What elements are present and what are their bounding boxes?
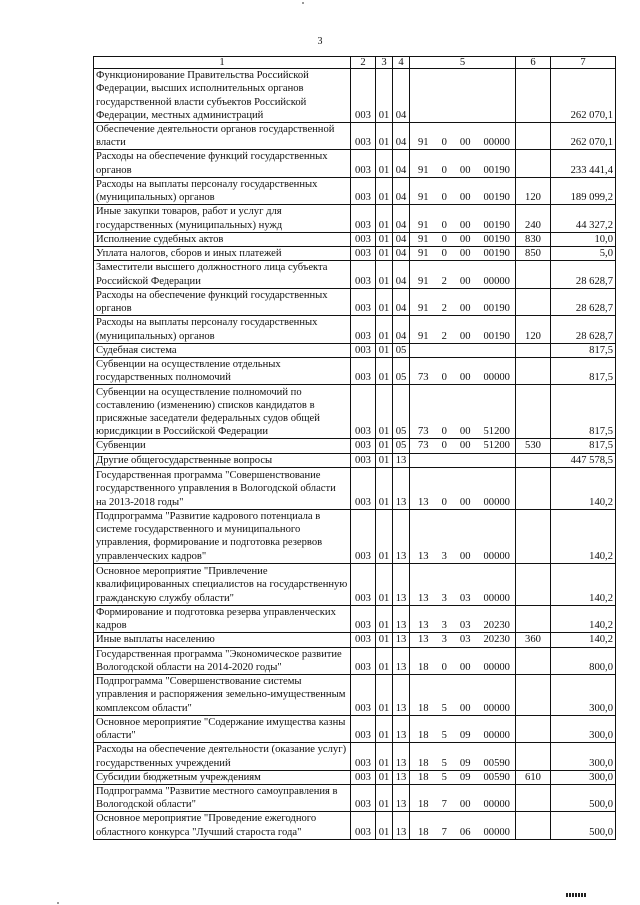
grbs-code-cell: 003 <box>351 605 376 632</box>
grbs-code-cell: 003 <box>351 467 376 509</box>
scan-dot <box>57 902 59 904</box>
table-row <box>94 357 616 384</box>
table-row <box>94 288 616 315</box>
section-code-cell: 01 <box>376 177 393 204</box>
amount-cell: 10,0 <box>551 232 616 246</box>
table-row <box>94 177 616 204</box>
item-name-cell: Формирование и подготовка резерва управленческих кадров <box>94 605 351 632</box>
item-name-cell: Расходы на обеспечение деятельности (оказание услуг) государственных учреждений <box>94 743 351 770</box>
expense-type-cell: 120 <box>516 316 551 343</box>
section-code-cell: 01 <box>376 743 393 770</box>
expense-type-cell <box>516 715 551 742</box>
subsection-code-cell: 13 <box>393 509 410 563</box>
item-name-cell: Государственная программа "Совершенствование государственного управления в Вологодской области на 2013-2018 годы" <box>94 467 351 509</box>
grbs-code-cell: 003 <box>351 784 376 811</box>
grbs-code-cell: 003 <box>351 770 376 784</box>
target-article-cell <box>410 288 516 315</box>
target-article-cell <box>410 633 516 647</box>
item-name-cell: Иные закупки товаров, работ и услуг для государственных (муниципальных) нужд <box>94 205 351 232</box>
target-article-cell <box>410 770 516 784</box>
expense-type-cell <box>516 288 551 315</box>
section-code-cell: 01 <box>376 123 393 150</box>
subsection-code-cell: 13 <box>393 633 410 647</box>
expense-type-cell <box>516 509 551 563</box>
subsection-code-cell: 04 <box>393 261 410 288</box>
expense-type-cell: 240 <box>516 205 551 232</box>
table-row <box>94 232 616 246</box>
item-name-cell: Государственная программа "Экономическое развитие Вологодской области на 2014-2020 годы" <box>94 647 351 674</box>
grbs-code-cell: 003 <box>351 232 376 246</box>
grbs-code-cell: 003 <box>351 261 376 288</box>
target-article-code: 18 5 09 00590 <box>418 757 510 769</box>
subsection-code-cell: 05 <box>393 343 410 357</box>
table-row <box>94 439 616 453</box>
subsection-code-cell: 13 <box>393 647 410 674</box>
expense-type-cell <box>516 453 551 467</box>
item-name-cell: Исполнение судебных актов <box>94 232 351 246</box>
section-code-cell: 01 <box>376 247 393 261</box>
scan-dot <box>302 2 304 4</box>
amount-cell: 500,0 <box>551 812 616 839</box>
amount-cell: 300,0 <box>551 675 616 716</box>
section-code-cell: 01 <box>376 232 393 246</box>
subsection-code-cell: 13 <box>393 563 410 605</box>
header-cell: 6 <box>516 57 551 69</box>
item-name-cell: Основное мероприятие "Проведение ежегодного областного конкурса "Лучший староста года" <box>94 812 351 839</box>
table-row <box>94 205 616 232</box>
table-row <box>94 715 616 742</box>
section-code-cell: 01 <box>376 261 393 288</box>
subsection-code-cell: 04 <box>393 288 410 315</box>
table-row <box>94 123 616 150</box>
target-article-code: 91 2 00 00190 <box>418 303 510 315</box>
subsection-code-cell: 04 <box>393 316 410 343</box>
section-code-cell: 01 <box>376 453 393 467</box>
target-article-cell <box>410 453 516 467</box>
table-row <box>94 453 616 467</box>
subsection-code-cell: 13 <box>393 812 410 839</box>
subsection-code-cell: 04 <box>393 177 410 204</box>
subsection-code-cell: 13 <box>393 743 410 770</box>
section-code-cell: 01 <box>376 633 393 647</box>
item-name-cell: Основное мероприятие "Содержание имущества казны области" <box>94 715 351 742</box>
section-code-cell: 01 <box>376 784 393 811</box>
subsection-code-cell: 13 <box>393 467 410 509</box>
amount-cell: 817,5 <box>551 357 616 384</box>
expense-type-cell: 830 <box>516 232 551 246</box>
subsection-code-cell: 13 <box>393 675 410 716</box>
item-name-cell: Обеспечение деятельности органов государственной власти <box>94 123 351 150</box>
table-row <box>94 343 616 357</box>
amount-cell: 28 628,7 <box>551 316 616 343</box>
target-article-cell <box>410 232 516 246</box>
target-article-code: 18 5 09 00590 <box>418 771 510 783</box>
target-article-cell <box>410 743 516 770</box>
grbs-code-cell: 003 <box>351 675 376 716</box>
grbs-code-cell: 003 <box>351 509 376 563</box>
section-code-cell: 01 <box>376 563 393 605</box>
table-row <box>94 69 616 123</box>
expense-type-cell <box>516 563 551 605</box>
section-code-cell: 01 <box>376 316 393 343</box>
target-article-code: 18 7 00 00000 <box>418 799 510 811</box>
expense-type-cell <box>516 123 551 150</box>
amount-cell: 447 578,5 <box>551 453 616 467</box>
section-code-cell: 01 <box>376 715 393 742</box>
item-name-cell: Субвенции на осуществление отдельных государственных полномочий <box>94 357 351 384</box>
target-article-code: 13 3 03 20230 <box>418 634 510 646</box>
amount-cell: 140,2 <box>551 467 616 509</box>
grbs-code-cell: 003 <box>351 123 376 150</box>
amount-cell: 140,2 <box>551 509 616 563</box>
target-article-code: 91 0 00 00190 <box>418 248 510 260</box>
amount-cell: 817,5 <box>551 439 616 453</box>
grbs-code-cell: 003 <box>351 563 376 605</box>
grbs-code-cell: 003 <box>351 715 376 742</box>
expense-type-cell <box>516 467 551 509</box>
target-article-cell <box>410 69 516 123</box>
item-name-cell: Расходы на обеспечение функций государственных органов <box>94 150 351 177</box>
target-article-code: 18 0 00 00000 <box>418 661 510 673</box>
item-name-cell: Судебная система <box>94 343 351 357</box>
expense-type-cell <box>516 784 551 811</box>
header-cell: 7 <box>551 57 616 69</box>
subsection-code-cell: 13 <box>393 770 410 784</box>
subsection-code-cell: 04 <box>393 123 410 150</box>
item-name-cell: Иные выплаты населению <box>94 633 351 647</box>
section-code-cell: 01 <box>376 343 393 357</box>
target-article-cell <box>410 812 516 839</box>
amount-cell: 817,5 <box>551 343 616 357</box>
section-code-cell: 01 <box>376 288 393 315</box>
table-row <box>94 770 616 784</box>
amount-cell: 233 441,4 <box>551 150 616 177</box>
section-code-cell: 01 <box>376 647 393 674</box>
amount-cell: 300,0 <box>551 715 616 742</box>
amount-cell: 140,2 <box>551 563 616 605</box>
amount-cell: 28 628,7 <box>551 288 616 315</box>
item-name-cell: Расходы на обеспечение функций государственных органов <box>94 288 351 315</box>
header-cell: 5 <box>410 57 516 69</box>
target-article-code: 18 5 09 00000 <box>418 730 510 742</box>
table-row <box>94 261 616 288</box>
subsection-code-cell: 13 <box>393 784 410 811</box>
grbs-code-cell: 003 <box>351 177 376 204</box>
subsection-code-cell: 04 <box>393 69 410 123</box>
item-name-cell: Субвенции на осуществление полномочий по составлению (изменению) списков кандидатов в присяжные заседатели федеральных судов общей юрисдикции в Российской Федерации <box>94 385 351 439</box>
target-article-cell <box>410 205 516 232</box>
expense-type-cell: 530 <box>516 439 551 453</box>
target-article-code: 73 0 00 00000 <box>418 372 510 384</box>
section-code-cell: 01 <box>376 675 393 716</box>
section-code-cell: 01 <box>376 509 393 563</box>
table-row <box>94 675 616 716</box>
target-article-code: 13 0 00 00000 <box>418 496 510 508</box>
section-code-cell: 01 <box>376 357 393 384</box>
item-name-cell: Функционирование Правительства Российской Федерации, высших исполнительных органов государственной власти субъектов Российской Федерации, местных администраций <box>94 69 351 123</box>
amount-cell: 817,5 <box>551 385 616 439</box>
grbs-code-cell: 003 <box>351 647 376 674</box>
target-article-cell <box>410 467 516 509</box>
page-number: 3 <box>317 36 323 47</box>
subsection-code-cell: 05 <box>393 357 410 384</box>
expense-type-cell <box>516 357 551 384</box>
grbs-code-cell: 003 <box>351 69 376 123</box>
item-name-cell: Заместители высшего должностного лица субъекта Российской Федерации <box>94 261 351 288</box>
target-article-cell <box>410 605 516 632</box>
budget-table <box>93 56 616 840</box>
amount-cell: 140,2 <box>551 605 616 632</box>
amount-cell: 500,0 <box>551 784 616 811</box>
expense-type-cell: 850 <box>516 247 551 261</box>
amount-cell: 28 628,7 <box>551 261 616 288</box>
table-row <box>94 150 616 177</box>
target-article-cell <box>410 343 516 357</box>
target-article-code: 91 0 00 00000 <box>418 137 510 149</box>
subsection-code-cell: 05 <box>393 439 410 453</box>
grbs-code-cell: 003 <box>351 205 376 232</box>
item-name-cell: Подпрограмма "Развитие местного самоуправления в Вологодской области" <box>94 784 351 811</box>
expense-type-cell <box>516 605 551 632</box>
expense-type-cell <box>516 675 551 716</box>
table-row <box>94 467 616 509</box>
table-row <box>94 812 616 839</box>
target-article-cell <box>410 563 516 605</box>
barcode-mark <box>566 893 586 897</box>
amount-cell: 189 099,2 <box>551 177 616 204</box>
table-row <box>94 316 616 343</box>
grbs-code-cell: 003 <box>351 357 376 384</box>
table-row <box>94 385 616 439</box>
expense-type-cell <box>516 69 551 123</box>
target-article-cell <box>410 647 516 674</box>
target-article-cell <box>410 357 516 384</box>
subsection-code-cell: 04 <box>393 205 410 232</box>
target-article-code: 91 0 00 00190 <box>418 219 510 231</box>
item-name-cell: Другие общегосударственные вопросы <box>94 453 351 467</box>
target-article-cell <box>410 150 516 177</box>
subsection-code-cell: 05 <box>393 385 410 439</box>
section-code-cell: 01 <box>376 385 393 439</box>
grbs-code-cell: 003 <box>351 743 376 770</box>
item-name-cell: Подпрограмма "Совершенствование системы управления и распоряжения земельно-имущественным комплексом области" <box>94 675 351 716</box>
target-article-code: 73 0 00 51200 <box>418 440 510 452</box>
grbs-code-cell: 003 <box>351 343 376 357</box>
expense-type-cell <box>516 812 551 839</box>
table-row <box>94 633 616 647</box>
target-article-code: 13 3 00 00000 <box>418 550 510 562</box>
item-name-cell: Расходы на выплаты персоналу государственных (муниципальных) органов <box>94 177 351 204</box>
amount-cell: 44 327,2 <box>551 205 616 232</box>
target-article-cell <box>410 675 516 716</box>
section-code-cell: 01 <box>376 150 393 177</box>
expense-type-cell: 360 <box>516 633 551 647</box>
amount-cell: 800,0 <box>551 647 616 674</box>
table-row <box>94 247 616 261</box>
target-article-cell <box>410 177 516 204</box>
grbs-code-cell: 003 <box>351 316 376 343</box>
expense-type-cell <box>516 343 551 357</box>
grbs-code-cell: 003 <box>351 247 376 261</box>
subsection-code-cell: 04 <box>393 247 410 261</box>
table-row <box>94 605 616 632</box>
section-code-cell: 01 <box>376 812 393 839</box>
grbs-code-cell: 003 <box>351 812 376 839</box>
table-row <box>94 563 616 605</box>
item-name-cell: Субвенции <box>94 439 351 453</box>
expense-type-cell <box>516 385 551 439</box>
target-article-code: 91 2 00 00190 <box>418 330 510 342</box>
item-name-cell: Уплата налогов, сборов и иных платежей <box>94 247 351 261</box>
target-article-cell <box>410 261 516 288</box>
grbs-code-cell: 003 <box>351 633 376 647</box>
header-row <box>94 57 616 69</box>
target-article-code: 91 0 00 00190 <box>418 192 510 204</box>
subsection-code-cell: 13 <box>393 605 410 632</box>
target-article-code: 91 0 00 00190 <box>418 233 510 245</box>
target-article-code: 73 0 00 51200 <box>418 426 510 438</box>
expense-type-cell <box>516 647 551 674</box>
section-code-cell: 01 <box>376 770 393 784</box>
target-article-code: 13 3 03 00000 <box>418 592 510 604</box>
subsection-code-cell: 04 <box>393 150 410 177</box>
grbs-code-cell: 003 <box>351 453 376 467</box>
header-cell: 2 <box>351 57 376 69</box>
header-cell: 3 <box>376 57 393 69</box>
item-name-cell: Расходы на выплаты персоналу государственных (муниципальных) органов <box>94 316 351 343</box>
target-article-cell <box>410 385 516 439</box>
target-article-cell <box>410 715 516 742</box>
target-article-code: 18 7 06 00000 <box>418 826 510 838</box>
target-article-cell <box>410 247 516 261</box>
target-article-code: 91 0 00 00190 <box>418 164 510 176</box>
target-article-cell <box>410 439 516 453</box>
grbs-code-cell: 003 <box>351 288 376 315</box>
item-name-cell: Субсидии бюджетным учреждениям <box>94 770 351 784</box>
table-row <box>94 743 616 770</box>
expense-type-cell <box>516 150 551 177</box>
section-code-cell: 01 <box>376 69 393 123</box>
subsection-code-cell: 13 <box>393 715 410 742</box>
amount-cell: 262 070,1 <box>551 69 616 123</box>
target-article-cell <box>410 784 516 811</box>
grbs-code-cell: 003 <box>351 150 376 177</box>
target-article-code: 18 5 00 00000 <box>418 702 510 714</box>
amount-cell: 140,2 <box>551 633 616 647</box>
header-cell: 1 <box>94 57 351 69</box>
expense-type-cell <box>516 743 551 770</box>
table-row <box>94 784 616 811</box>
amount-cell: 300,0 <box>551 770 616 784</box>
expense-type-cell <box>516 261 551 288</box>
subsection-code-cell: 04 <box>393 232 410 246</box>
table-row <box>94 647 616 674</box>
item-name-cell: Основное мероприятие "Привлечение квалифицированных специалистов на государственную гражданскую службу области" <box>94 563 351 605</box>
header-cell: 4 <box>393 57 410 69</box>
target-article-cell <box>410 316 516 343</box>
target-article-cell <box>410 509 516 563</box>
section-code-cell: 01 <box>376 439 393 453</box>
section-code-cell: 01 <box>376 205 393 232</box>
grbs-code-cell: 003 <box>351 385 376 439</box>
section-code-cell: 01 <box>376 467 393 509</box>
amount-cell: 300,0 <box>551 743 616 770</box>
target-article-cell <box>410 123 516 150</box>
grbs-code-cell: 003 <box>351 439 376 453</box>
amount-cell: 262 070,1 <box>551 123 616 150</box>
amount-cell: 5,0 <box>551 247 616 261</box>
table-row <box>94 509 616 563</box>
item-name-cell: Подпрограмма "Развитие кадрового потенциала в системе государственного и муниципального управления, формирование и подготовка резервов управленческих кадров" <box>94 509 351 563</box>
expense-type-cell: 120 <box>516 177 551 204</box>
subsection-code-cell: 13 <box>393 453 410 467</box>
target-article-code: 13 3 03 20230 <box>418 620 510 632</box>
target-article-code: 91 2 00 00000 <box>418 275 510 287</box>
expense-type-cell: 610 <box>516 770 551 784</box>
section-code-cell: 01 <box>376 605 393 632</box>
